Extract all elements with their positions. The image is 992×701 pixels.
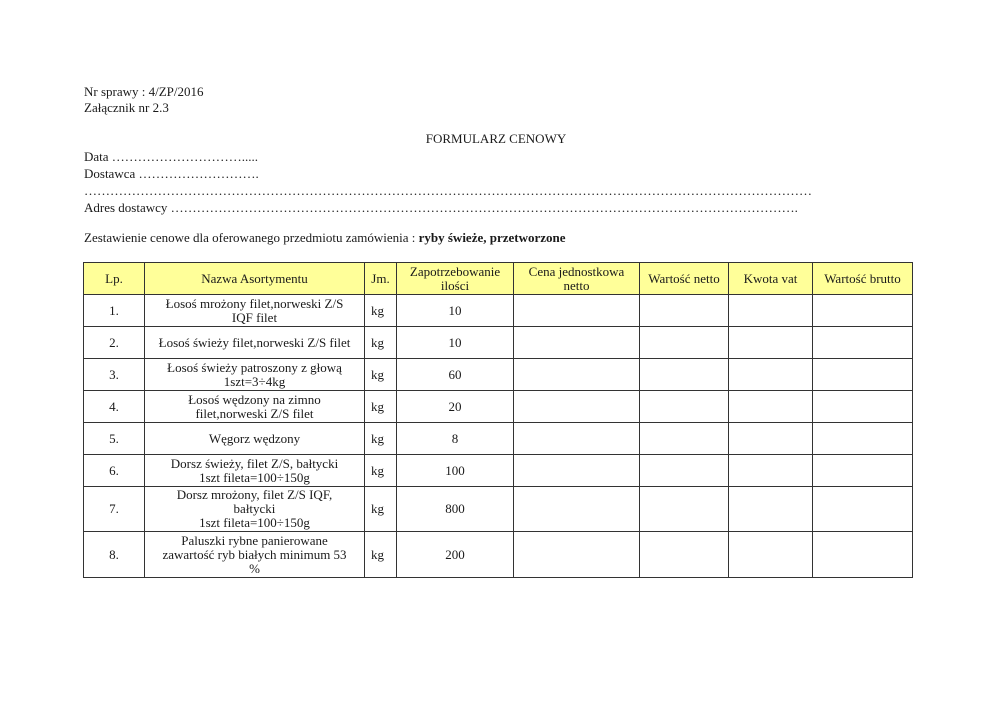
cell-net-value-input[interactable] (640, 359, 729, 391)
cell-gross-value-input[interactable] (813, 487, 913, 532)
cell-unit-price-input[interactable] (514, 423, 640, 455)
cell-vat-input[interactable] (729, 359, 813, 391)
cell-unit: kg (365, 391, 397, 423)
cell-lp: 2. (84, 327, 145, 359)
col-header-unit-price: Cena jednostkowa netto (514, 263, 640, 295)
cell-gross-value-input[interactable] (813, 532, 913, 578)
cell-quantity: 100 (397, 455, 514, 487)
cell-product-name: Dorsz mrożony, filet Z/S IQF, bałtycki 1szt fileta=100÷150g (145, 487, 365, 532)
cell-unit-price-input[interactable] (514, 391, 640, 423)
cell-unit: kg (365, 359, 397, 391)
cell-gross-value-input[interactable] (813, 327, 913, 359)
cell-unit: kg (365, 487, 397, 532)
cell-unit: kg (365, 327, 397, 359)
cell-vat-input[interactable] (729, 391, 813, 423)
cell-vat-input[interactable] (729, 423, 813, 455)
cell-unit-price-input[interactable] (514, 532, 640, 578)
cell-unit: kg (365, 455, 397, 487)
cell-product-name: Węgorz wędzony (145, 423, 365, 455)
cell-net-value-input[interactable] (640, 327, 729, 359)
cell-net-value-input[interactable] (640, 532, 729, 578)
price-table (83, 262, 913, 578)
cell-unit: kg (365, 423, 397, 455)
form-title: FORMULARZ CENOWY (425, 131, 567, 146)
cell-unit-price-input[interactable] (514, 487, 640, 532)
cell-vat-input[interactable] (729, 327, 813, 359)
table-row (84, 327, 913, 359)
cell-lp: 4. (84, 391, 145, 423)
table-row (84, 295, 913, 327)
cell-lp: 8. (84, 532, 145, 578)
cell-net-value-input[interactable] (640, 455, 729, 487)
cell-quantity: 10 (397, 295, 514, 327)
date-field[interactable]: Data …………………………..... (84, 149, 259, 164)
cell-gross-value-input[interactable] (813, 359, 913, 391)
cell-product-name: Paluszki rybne panierowane zawartość ryb białych minimum 53 % (145, 532, 365, 578)
intro-text (84, 230, 566, 245)
cell-net-value-input[interactable] (640, 391, 729, 423)
cell-gross-value-input[interactable] (813, 295, 913, 327)
cell-vat-input[interactable] (729, 487, 813, 532)
col-header-vat: Kwota vat (729, 263, 813, 295)
cell-lp: 1. (84, 295, 145, 327)
col-header-gross-value: Wartość brutto (813, 263, 913, 295)
cell-quantity: 10 (397, 327, 514, 359)
cell-net-value-input[interactable] (640, 295, 729, 327)
supplier-address-field[interactable]: Adres dostawcy ………………………………………………………………………………………………………………………………. (84, 200, 798, 215)
cell-vat-input[interactable] (729, 455, 813, 487)
cell-lp: 5. (84, 423, 145, 455)
cell-gross-value-input[interactable] (813, 455, 913, 487)
table-header-row (84, 263, 913, 295)
cell-product-name: Łosoś świeży filet,norweski Z/S filet (145, 327, 365, 359)
cell-product-name: Łosoś mrożony filet,norweski Z/S IQF filet (145, 295, 365, 327)
table-row (84, 455, 913, 487)
cell-net-value-input[interactable] (640, 423, 729, 455)
cell-product-name: Dorsz świeży, filet Z/S, bałtycki 1szt fileta=100÷150g (145, 455, 365, 487)
cell-lp: 6. (84, 455, 145, 487)
cell-vat-input[interactable] (729, 295, 813, 327)
cell-quantity: 60 (397, 359, 514, 391)
cell-gross-value-input[interactable] (813, 391, 913, 423)
order-subject: ryby świeże, przetworzone (418, 230, 566, 245)
cell-unit-price-input[interactable] (514, 455, 640, 487)
supplier-extra-line[interactable]: …………………………………………………………………………………………………………………………………………………… (84, 183, 812, 198)
cell-product-name: Łosoś wędzony na zimno filet,norweski Z/S filet (145, 391, 365, 423)
cell-unit: kg (365, 295, 397, 327)
attachment-number: Załącznik nr 2.3 (84, 100, 169, 115)
intro-label: Zestawienie cenowe dla oferowanego przedmiotu zamówienia : (84, 230, 419, 245)
table-row (84, 359, 913, 391)
cell-lp: 3. (84, 359, 145, 391)
col-header-unit: Jm. (365, 263, 397, 295)
table-row (84, 391, 913, 423)
col-header-lp: Lp. (84, 263, 145, 295)
col-header-name: Nazwa Asortymentu (145, 263, 365, 295)
cell-quantity: 200 (397, 532, 514, 578)
cell-net-value-input[interactable] (640, 487, 729, 532)
cell-gross-value-input[interactable] (813, 423, 913, 455)
table-row (84, 487, 913, 532)
cell-lp: 7. (84, 487, 145, 532)
cell-unit-price-input[interactable] (514, 327, 640, 359)
cell-quantity: 800 (397, 487, 514, 532)
table-row (84, 532, 913, 578)
cell-vat-input[interactable] (729, 532, 813, 578)
cell-quantity: 8 (397, 423, 514, 455)
case-number: Nr sprawy : 4/ZP/2016 (84, 84, 204, 99)
table-row (84, 423, 913, 455)
cell-unit: kg (365, 532, 397, 578)
cell-product-name: Łosoś świeży patroszony z głową 1szt=3÷4kg (145, 359, 365, 391)
col-header-net-value: Wartość netto (640, 263, 729, 295)
cell-unit-price-input[interactable] (514, 295, 640, 327)
cell-unit-price-input[interactable] (514, 359, 640, 391)
col-header-quantity: Zapotrzebowanie ilości (397, 263, 514, 295)
supplier-field[interactable]: Dostawca ………………………. (84, 166, 259, 181)
cell-quantity: 20 (397, 391, 514, 423)
